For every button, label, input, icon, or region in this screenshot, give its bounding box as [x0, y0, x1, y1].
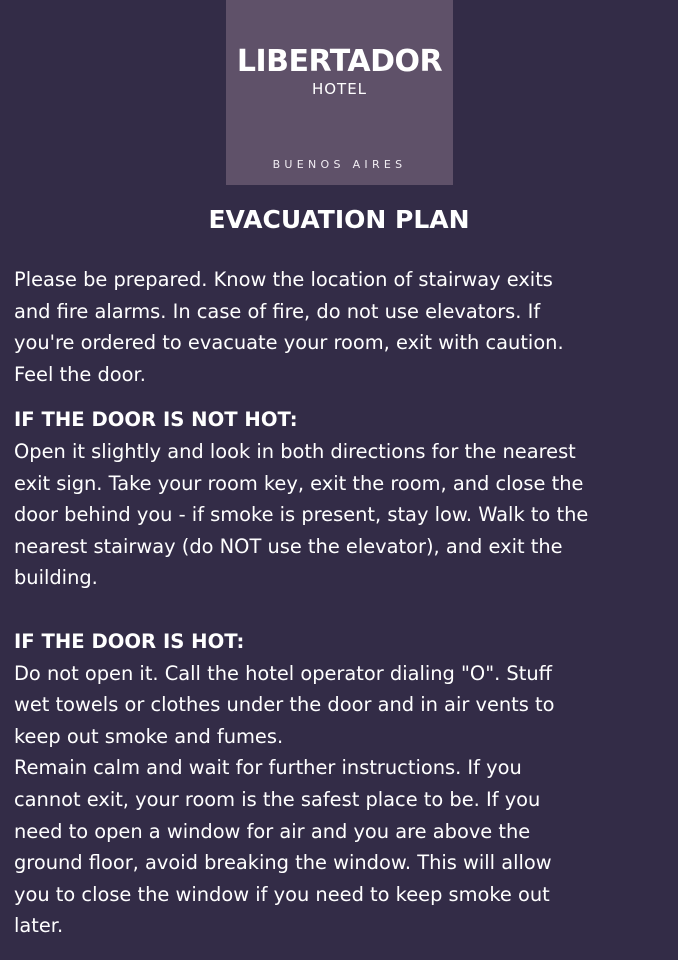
intro-line: Feel the door. [14, 362, 146, 386]
hot-line: cannot exit, your room is the safest place to be. If you [14, 787, 541, 811]
intro-line: Please be prepared. Know the location of stairway exits [14, 268, 553, 291]
section-spacer [14, 390, 674, 404]
intro-paragraph [14, 264, 674, 390]
section-spacer [14, 594, 674, 626]
hot-line: later. [14, 914, 64, 938]
hot-line: ground floor, avoid breaking the window. This will allow [14, 851, 552, 875]
not-hot-line: Open it slightly and look in both directions for the nearest [14, 439, 576, 463]
not-hot-line: building. [14, 566, 98, 590]
section-heading-not-hot: IF THE DOOR IS NOT HOT: [14, 408, 298, 432]
logo-city: BUENOS AIRES [272, 158, 407, 171]
hot-line: Do not open it. Call the hotel operator dialing "O". Stuff [14, 661, 552, 685]
not-hot-line: exit sign. Take your room key, exit the room, and close the [14, 471, 584, 495]
not-hot-line: door behind you - if smoke is present, stay low. Walk to the [14, 503, 589, 527]
section-door-hot [14, 626, 674, 942]
document-body [14, 264, 674, 942]
hot-line: Remain calm and wait for further instructions. If you [14, 756, 522, 780]
not-hot-paragraph [14, 436, 674, 594]
logo-name: LIBERTADOR [236, 44, 443, 79]
logo-subtitle: HOTEL [311, 80, 368, 98]
hot-line: keep out smoke and fumes. [14, 724, 284, 748]
intro-line: you're ordered to evacuate your room, exit with caution. [14, 331, 564, 355]
hotel-logo [226, 0, 453, 185]
intro-line: and fire alarms. In case of fire, do not use elevators. If [14, 299, 541, 323]
page-title: EVACUATION PLAN [208, 205, 470, 234]
hot-line: wet towels or clothes under the door and in air vents to [14, 693, 555, 717]
not-hot-line: nearest stairway (do NOT use the elevator), and exit the [14, 534, 563, 558]
section-door-not-hot [14, 404, 674, 594]
hot-line: need to open a window for air and you are above the [14, 819, 531, 843]
hot-paragraph [14, 658, 674, 942]
section-heading-hot: IF THE DOOR IS HOT: [14, 629, 245, 653]
hot-line: you to close the window if you need to keep smoke out [14, 882, 550, 906]
